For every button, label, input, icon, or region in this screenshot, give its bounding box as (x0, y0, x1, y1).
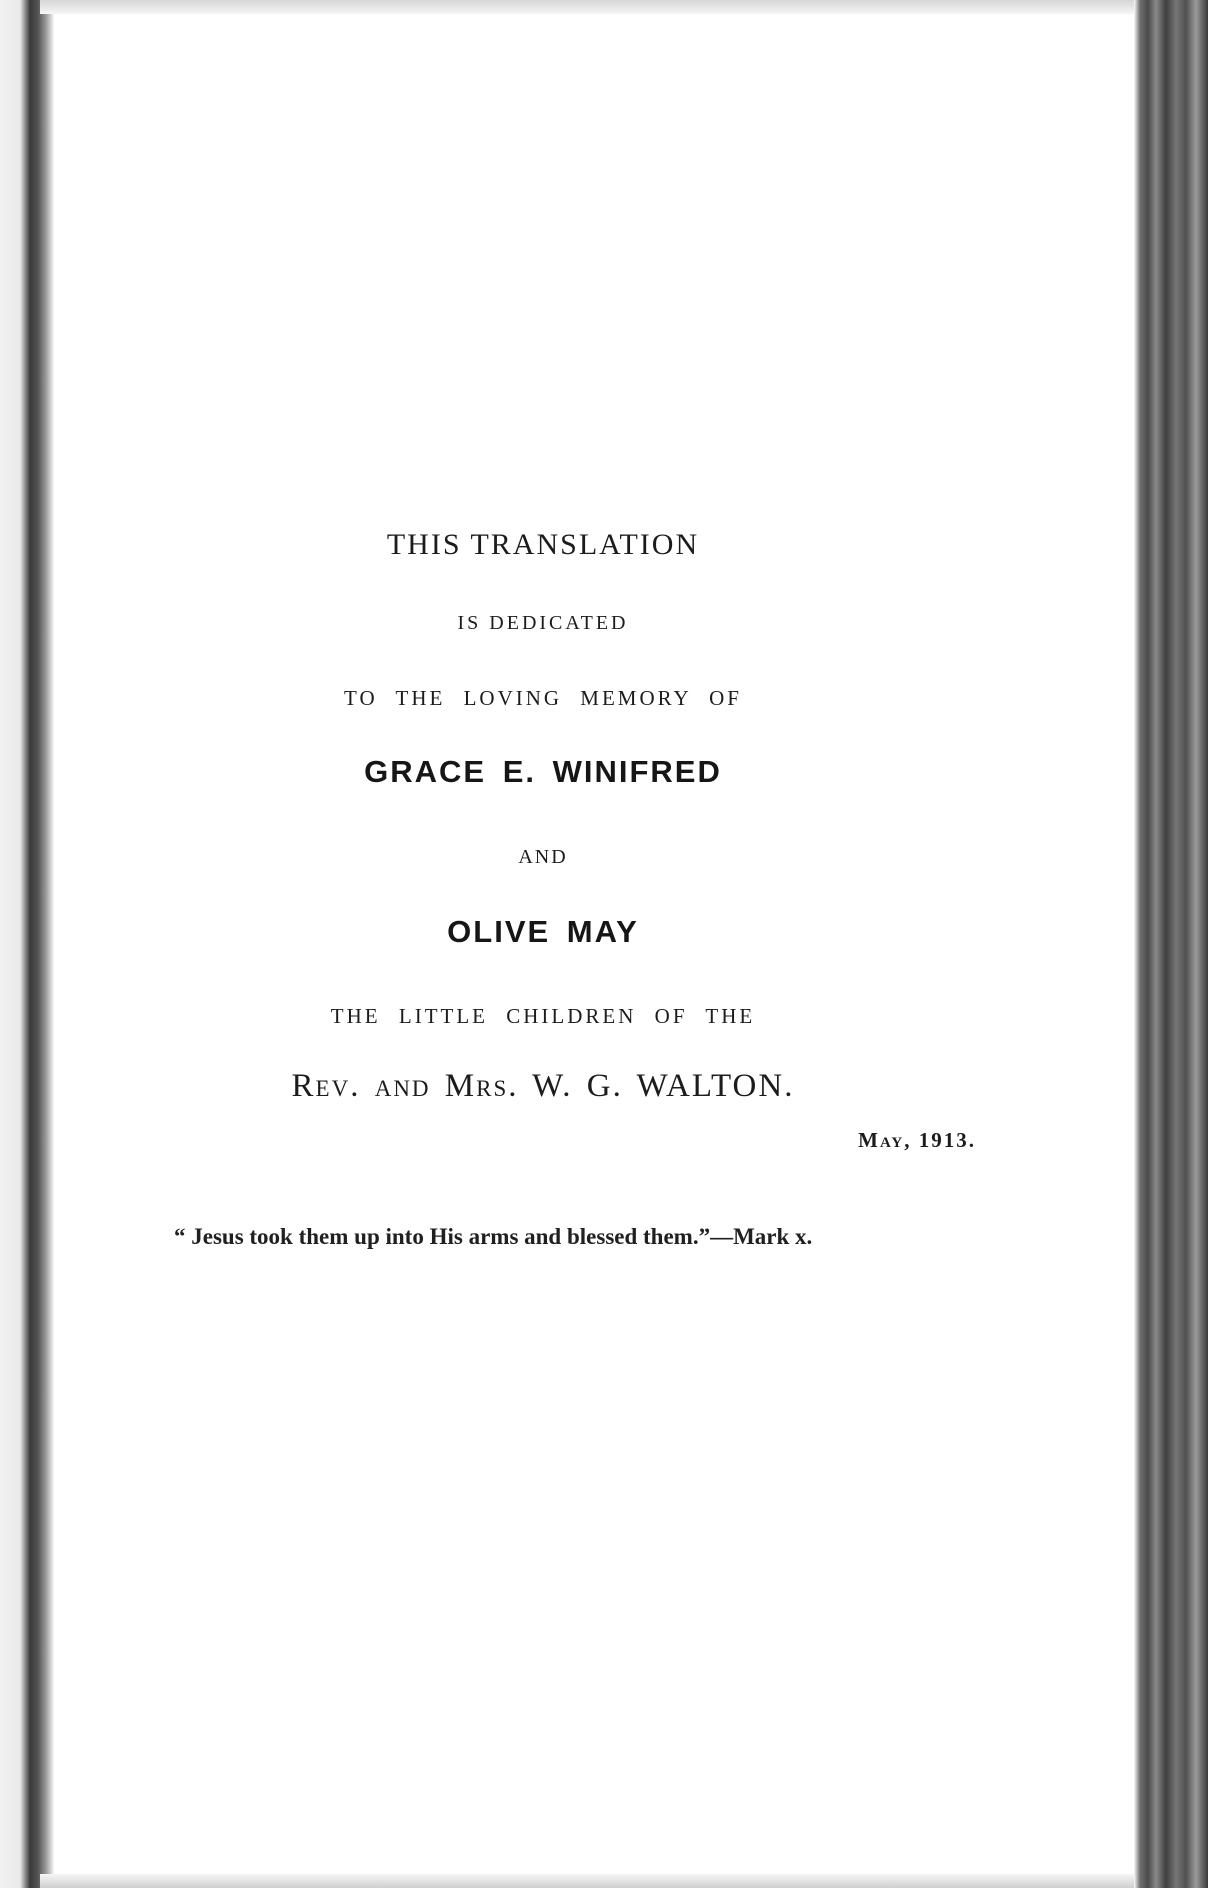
dedication-parents: Rev. and Mrs. W. G. WALTON. (291, 1068, 795, 1104)
dedication-line-dedicated: IS DEDICATED (457, 612, 629, 634)
dedication-line-memory: TO THE LOVING MEMORY OF (344, 686, 742, 710)
right-page-edges (1134, 0, 1208, 1888)
dedication-date: May, 1913. (858, 1128, 976, 1152)
top-page-shadow (40, 0, 1134, 14)
bottom-page-shadow (40, 1874, 1134, 1888)
dedication-line-children: THE LITTLE CHILDREN OF THE (330, 1004, 756, 1028)
epigraph-quote: “ Jesus took them up into His arms and blessed them.”—Mark x. (174, 1224, 813, 1249)
dedicatee-name-grace: GRACE E. WINIFRED (364, 754, 722, 789)
dedication-title: THIS TRANSLATION (386, 528, 700, 561)
dedicatee-name-olive: OLIVE MAY (447, 914, 639, 949)
dedication-conjunction: AND (518, 846, 568, 868)
